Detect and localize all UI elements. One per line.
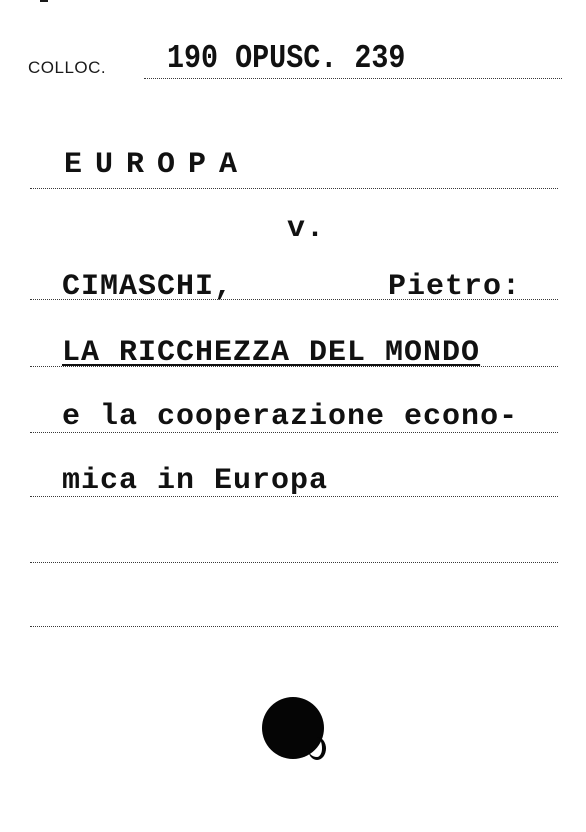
title-line-3: mica in Europa [62, 464, 329, 498]
author-first-name: Pietro: [388, 270, 522, 304]
title-line-1: LA RICCHEZZA DEL MONDO [62, 336, 481, 370]
rule-line [30, 432, 558, 433]
rule-line [30, 188, 558, 189]
title-line-2: e la cooperazione econo- [62, 400, 519, 434]
rule-line [30, 626, 558, 627]
see-reference: v. [287, 212, 326, 246]
subject-heading: EUROPA [64, 148, 251, 182]
author-surname: CIMASCHI, [62, 270, 234, 304]
rule-line [30, 366, 558, 367]
rule-line [30, 562, 558, 563]
rule-line [30, 496, 558, 497]
colloc-label: COLLOC. [28, 58, 107, 77]
colloc-value: 190 OPUSC. 239 [167, 40, 406, 77]
rule-line [144, 78, 562, 79]
filing-hole-dot [262, 697, 324, 759]
rule-line [30, 299, 558, 300]
corner-mark [40, 0, 48, 2]
